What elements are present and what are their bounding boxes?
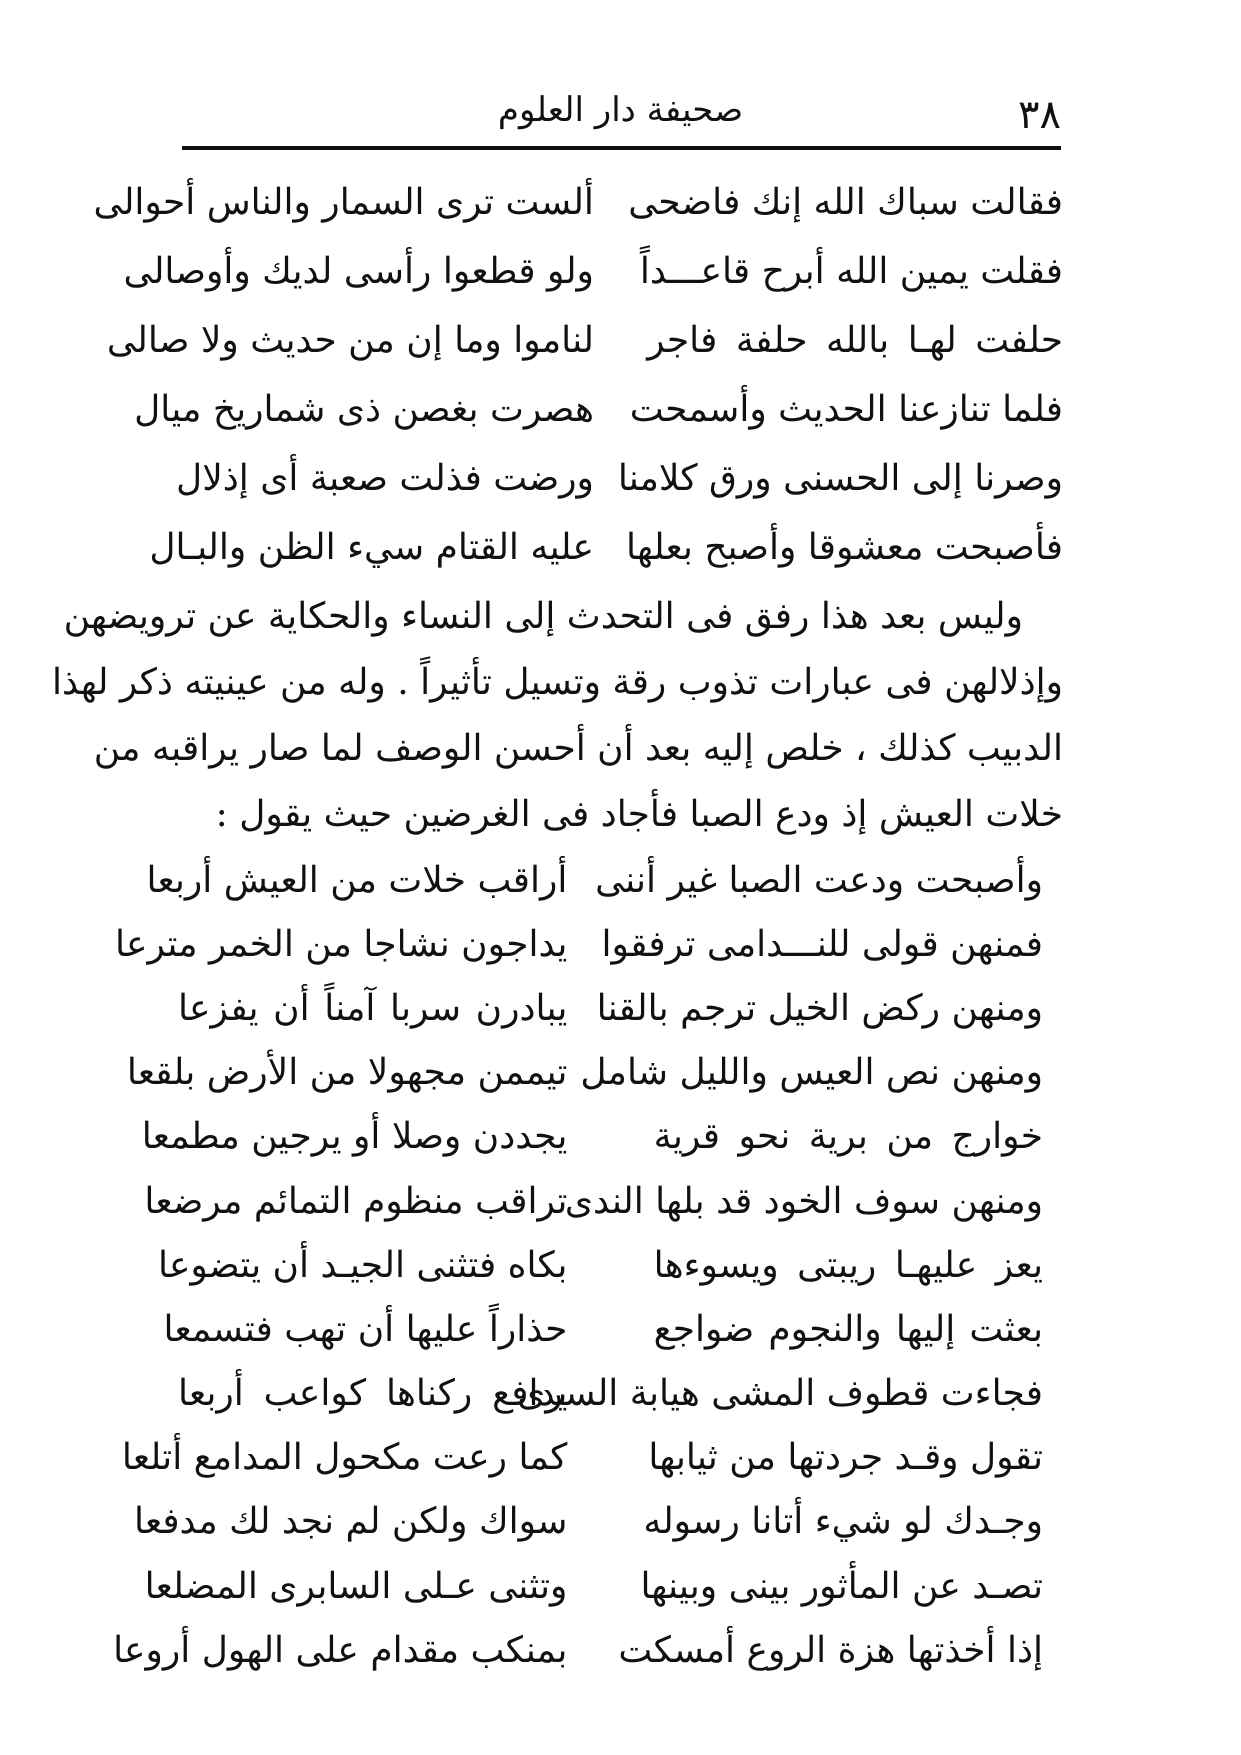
poem-block-1: [93, 168, 1063, 582]
second-hemistich: يبادرن سربا آمناً أن يفزعا: [178, 987, 568, 1029]
verse-line: [113, 1618, 1063, 1682]
first-hemistich: ومنهن نص العيس والليل شامل: [580, 1052, 1043, 1094]
verse-line: [115, 912, 1063, 976]
second-hemistich: يجددن وصلا أو يرجين مطمعا: [141, 1116, 568, 1158]
header-rule: [182, 146, 1061, 150]
second-hemistich: ورضت فذلت صعبة أى إذلال: [176, 458, 594, 499]
first-hemistich: ومنهن سوف الخود قد بلها الندى: [564, 1180, 1043, 1222]
prose-line: خلات العيش إذ ودع الصبا فأجاد فى الغرضين حيث يقول :: [215, 794, 1063, 835]
prose-line: وليس بعد هذا رفق فى التحدث إلى النساء والحكاية عن ترويضهن: [63, 596, 1023, 637]
verse-line: [121, 1426, 1063, 1490]
second-hemistich: كما رعت مكحول المدامع أتلعا: [121, 1437, 568, 1479]
verse-line: [144, 1554, 1063, 1618]
second-hemistich: يداجون نشاجا من الخمر مترعا: [115, 923, 568, 965]
running-head: [180, 90, 1061, 140]
first-hemistich: فمنهن قولى للنـــدامى ترفقوا: [601, 923, 1043, 965]
verse-line: [141, 1105, 1063, 1169]
verse-line: [134, 375, 1063, 444]
first-hemistich: وجـدك لو شيء أتانا رسوله: [643, 1501, 1043, 1543]
second-hemistich: تيممن مجهولا من الأرض بلقعا: [126, 1052, 568, 1094]
verse-line: [126, 1041, 1063, 1105]
first-hemistich: وصرنا إلى الحسنى ورق كلامنا: [617, 458, 1063, 499]
verse-line: [178, 976, 1063, 1040]
second-hemistich: ألست ترى السمار والناس أحوالى: [93, 182, 594, 223]
second-hemistich: بمنكب مقدام على الهول أروعا: [113, 1629, 568, 1671]
prose-line: وإذلالهن فى عبارات تذوب رقة وتسيل تأثيراً . وله من عينيته ذكر لهذا: [51, 662, 1063, 703]
second-hemistich: هصرت بغصن ذى شماريخ ميال: [134, 389, 594, 430]
verse-line: [178, 1362, 1063, 1426]
first-hemistich: يعز عليهـا ريبتى ويسوءها: [653, 1244, 1043, 1286]
prose-paragraph: [51, 582, 1063, 848]
journal-title: صحيفة دار العلوم: [497, 90, 744, 130]
poem-block-2: [113, 848, 1063, 1682]
first-hemistich: فأصبحت معشوقا وأصبح بعلها: [626, 527, 1063, 568]
second-hemistich: بكاه فتثنى الجيـد أن يتضوعا: [157, 1244, 568, 1286]
verse-line: [146, 848, 1063, 912]
verse-line: [93, 168, 1063, 237]
second-hemistich: وتثنى عـلى السابرى المضلعا: [144, 1565, 568, 1607]
verse-line: [144, 1169, 1063, 1233]
page-body: [51, 168, 1063, 1682]
first-hemistich: إذا أخذتها هزة الروع أمسكت: [618, 1629, 1043, 1671]
first-hemistich: فقلت يمين الله أبرح قاعـــداً: [639, 251, 1063, 292]
prose-line: الدبيب كذلك ، خلص إليه بعد أن أحسن الوصف لما صار يراقبه من: [93, 728, 1063, 769]
first-hemistich: تقول وقـد جردتها من ثيابها: [648, 1437, 1043, 1479]
second-hemistich: لناموا وما إن من حديث ولا صالى: [106, 320, 594, 361]
verse-line: [163, 1297, 1063, 1361]
first-hemistich: تصـد عن المأثور بينى وبينها: [640, 1565, 1043, 1607]
first-hemistich: ومنهن ركض الخيل ترجم بالقنا: [596, 987, 1043, 1029]
first-hemistich: فلما تنازعنا الحديث وأسمحت: [629, 389, 1063, 430]
second-hemistich: سواك ولكن لم نجد لك مدفعا: [133, 1501, 568, 1543]
verse-line: [133, 1490, 1063, 1554]
second-hemistich: حذاراً عليها أن تهب فتسمعا: [163, 1308, 568, 1350]
second-hemistich: أراقب خلات من العيش أربعا: [146, 859, 568, 901]
first-hemistich: حلفت لهـا بالله حلفة فاجر: [647, 320, 1063, 361]
verse-line: [106, 306, 1063, 375]
second-hemistich: يدافع ركناها كواعب أربعا: [178, 1373, 568, 1415]
verse-line: [157, 1233, 1063, 1297]
first-hemistich: بعثت إليها والنجوم ضواجع: [653, 1308, 1043, 1350]
second-hemistich: تراقب منظوم التمائم مرضعا: [144, 1180, 568, 1222]
verse-line: [149, 513, 1063, 582]
verse-line: [123, 237, 1063, 306]
verse-line: [178, 444, 1063, 513]
page-number: ٣٨: [1018, 92, 1061, 138]
first-hemistich: خوارج من برية نحو قرية: [653, 1116, 1043, 1158]
second-hemistich: عليه القتام سيء الظن والبـال: [149, 527, 594, 568]
second-hemistich: ولو قطعوا رأسى لديك وأوصالى: [123, 251, 594, 292]
first-hemistich: فجاءت قطوف المشى هيابة السرى: [517, 1373, 1043, 1415]
first-hemistich: وأصبحت ودعت الصبا غير أننى: [595, 859, 1043, 901]
first-hemistich: فقالت سباك الله إنك فاضحى: [628, 182, 1063, 223]
